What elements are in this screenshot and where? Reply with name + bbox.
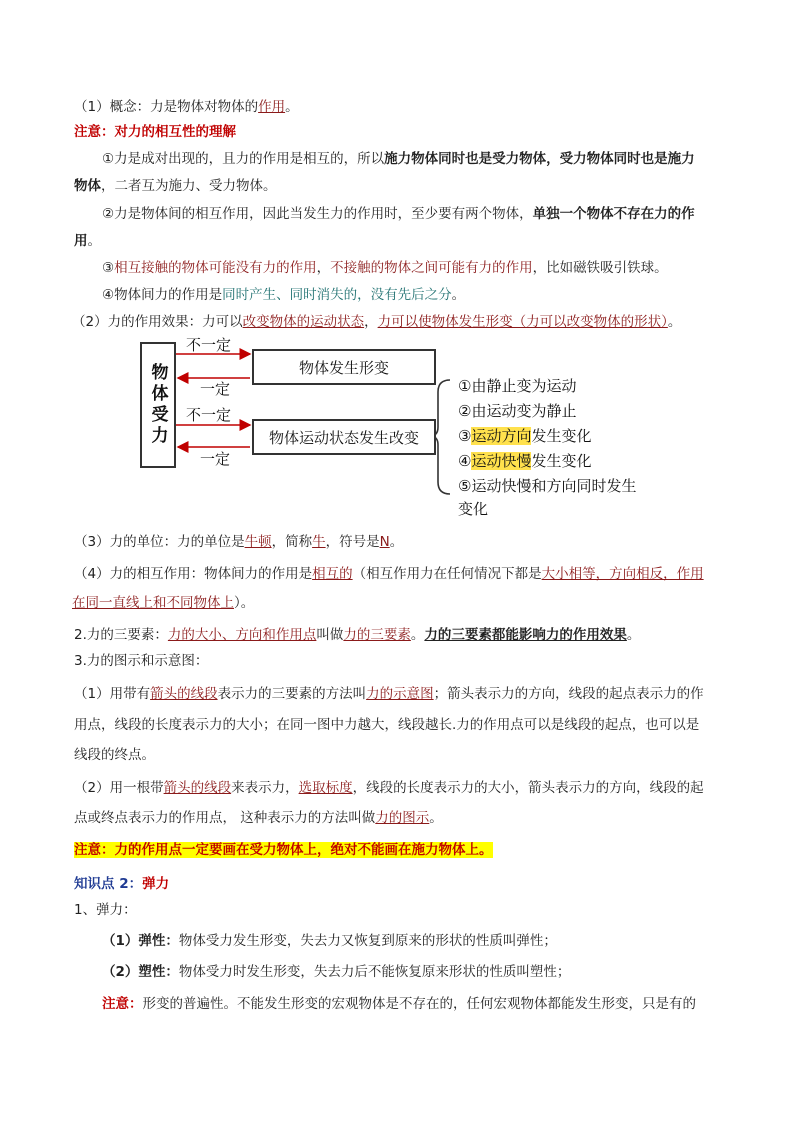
text: ③ [458,427,472,445]
bold-text: （2）塑性： [102,964,179,980]
text: 来表示力， [231,780,299,796]
text: ， [316,260,331,276]
text: ， [364,314,378,330]
highlight-text: 注意：力的作用点一定要画在受力物体上，绝对不能画在施力物体上。 [74,842,493,858]
text: 知识点 2： [74,876,143,892]
blank-answer: 改变物体的运动状态 [242,314,365,330]
text: 。 [667,314,682,330]
blank-answer: 力的三要素 [343,627,411,643]
point-3 [102,258,668,278]
plasticity-def [102,962,570,982]
list-item [458,449,636,474]
text: ④ [458,452,472,470]
text: 。 [389,534,404,550]
text: 。 [451,287,466,303]
diagram-method-1-cont: 线段的终点。 [74,747,155,763]
diagram-method-2-cont [74,808,443,828]
text: 。 [87,233,101,249]
three-elements-line [74,625,640,645]
force-effect-diagram [140,332,660,517]
text: 物体受力时发生形变，失去力后不能恢复原来形状的性质叫塑性； [178,964,571,980]
knowledge-point-heading [74,874,169,894]
point-1 [102,149,695,169]
concept-line [74,97,299,117]
blank-answer: N [379,534,390,550]
deformation-box: 物体发生形变 [252,349,436,385]
text: ②由运动变为静止 [458,402,577,420]
blank-answer: 力的图示 [375,810,430,826]
diagram-method-1 [74,684,704,704]
text: ③ [102,260,115,276]
section-heading: 3.力的图示和示意图： [74,653,209,669]
text: ；箭头表示力的方向，线段的起点表示力的作 [433,686,704,702]
note-heading: 注意：对力的相互性的理解 [74,124,236,140]
text: ，线段的长度表示力的大小，箭头表示力的方向，线段的起 [352,780,704,796]
bold-text: 施力物体同时也是受力物体，受力物体同时也是施力 [384,151,695,167]
text: 叫做 [316,627,344,643]
list-item [458,474,636,499]
list-item [458,399,636,424]
blank-answer: 牛顿 [244,534,272,550]
force-box: 物体受力 [140,342,176,468]
text: （2）力的作用效果：力可以 [72,314,243,330]
text: 2.力的三要素： [74,627,168,643]
blank-answer: 箭头的线段 [163,780,232,796]
text: （1）用带有 [74,686,151,702]
text: ④物体间力的作用是 [102,287,223,303]
blank-answer: 牛 [312,534,326,550]
highlighted-note [74,840,493,860]
red-text: 相互接触的物体可能没有力的作用 [114,260,317,276]
blank-answer: 在同一直线上和不同物体上 [72,595,234,611]
text: ，比如磁铁吸引铁球。 [532,260,668,276]
label-not-necessarily: 不一定 [186,336,232,354]
text: 。 [429,810,443,826]
elasticity-def [102,931,557,951]
text: 点或终点表示力的作用点， 这种表示力的方法叫做 [74,810,376,826]
label-necessarily: 一定 [200,380,231,398]
bold-text: 单独一个物体不存在力的作 [532,206,695,222]
label-necessarily: 一定 [200,450,231,468]
text: ）。 [234,595,255,611]
list-item [458,499,636,519]
text: ，简称 [271,534,313,550]
text: ②力是物体间的相互作用，因此当发生力的作用时，至少要有两个物体， [102,206,533,222]
motion-change-box: 物体运动状态发生改变 [252,419,436,455]
point-4 [102,285,465,305]
elasticity-heading: 1、弹力： [74,902,137,918]
point-2-cont [74,231,101,251]
deformation-note [102,994,696,1014]
text: （相互作用力在任何情况下都是 [352,566,542,582]
text: 表示力的三要素的方法叫 [217,686,367,702]
text: 。 [285,99,299,115]
text: （3）力的单位：力的单位是 [74,534,245,550]
teal-text: 同时产生、同时消失的，没有先后之分 [222,287,452,303]
text: （2）用一根带 [74,780,164,796]
text: 形变的普遍性。不能发生形变的宏观物体是不存在的，任何宏观物体都能发生形变，只是有的 [142,996,696,1012]
bold-text: 用 [74,233,88,249]
text: ，符号是 [325,534,380,550]
list-item [458,374,636,399]
text: 发生变化 [531,427,592,445]
blank-answer: 作用 [258,99,286,115]
blank-answer: 选取标度 [298,780,353,796]
text: 物体受力发生形变，失去力又恢复到原来的形状的性质叫弹性； [178,933,557,949]
bold-text: 物体 [74,178,101,194]
label-not-necessarily: 不一定 [186,406,232,424]
red-text: 不接触的物体之间可能有力的作用 [330,260,533,276]
note-label: 注意： [102,996,143,1012]
text: ①由静止变为运动 [458,377,577,395]
text: 弹力 [142,876,170,892]
text: （1）概念：力是物体对物体的 [74,99,259,115]
diagram-method-2 [74,778,704,798]
text: 发生变化 [531,452,592,470]
highlight-text: 运动快慢 [471,452,532,470]
blank-answer: 力的大小、方向和作用点 [167,627,317,643]
motion-change-list [458,374,636,519]
blank-answer: 大小相等，方向相反，作用 [541,566,704,582]
text: 。 [410,627,425,643]
list-item [458,424,636,449]
text: ①力是成对出现的，且力的作用是相互的，所以 [102,151,385,167]
diagram-method-1-cont: 用点，线段的长度表示力的大小；在同一图中力越大，线段越长.力的作用点可以是线段的起点，也可以是 [74,717,700,733]
mutual-line-cont [72,593,254,613]
point-1-cont [74,176,277,196]
point-2 [102,204,695,224]
bold-text: （1）弹性： [102,933,179,949]
blank-answer: 力的示意图 [366,686,434,702]
blank-answer: 相互的 [312,566,353,582]
text: 变化 [458,500,489,518]
bold-underline-text: 力的三要素都能影响力的作用效果 [424,627,627,643]
text: ，二者互为施力、受力物体。 [101,178,277,194]
text: （4）力的相互作用：物体间力的作用是 [74,566,313,582]
blank-answer: 力可以使物体发生形变（力可以改变物体的形状） [377,314,668,330]
highlight-text: 运动方向 [471,427,532,445]
effect-line [72,312,681,332]
mutual-line [74,564,704,584]
text: ⑤运动快慢和方向同时发生 [458,477,637,495]
blank-answer: 箭头的线段 [150,686,218,702]
text: 。 [626,627,641,643]
unit-line [74,532,403,552]
